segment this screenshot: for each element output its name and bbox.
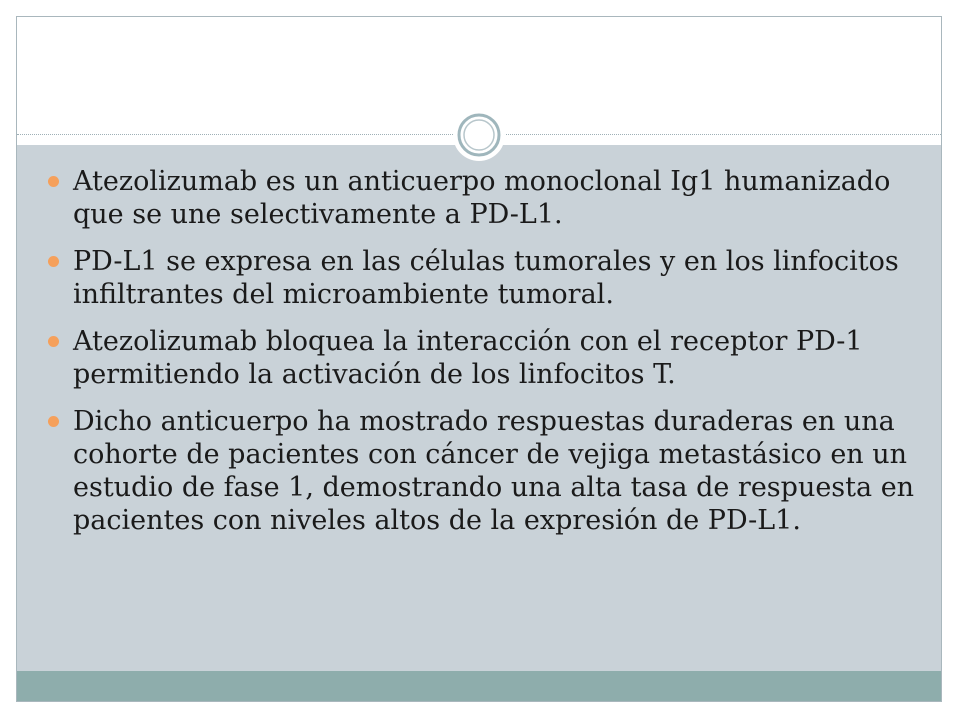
bullet-dot-icon [48,336,59,347]
bullet-list [41,165,921,551]
bullet-text: Dicho anticuerpo ha mostrado respuestas duraderas en una cohorte de pacientes con cáncer de vejiga metastásico en un estudio de fase 1, demostrando una alta tasa de respuesta en pacientes con niveles altos de la expresión de PD-L1. [73,406,915,536]
bullet-item [41,405,921,537]
bullet-dot-icon [48,176,59,187]
bullet-text: Atezolizumab es un anticuerpo monoclonal Ig1 humanizado que se une selectivamente a PD-L1. [73,166,891,230]
ring-ornament-icon [452,108,506,162]
bullet-text: Atezolizumab bloquea la interacción con el receptor PD-1 permitiendo la activación de los linfocitos T. [73,326,863,390]
bullet-item [41,325,921,391]
footer-band [17,671,941,702]
bullet-dot-icon [48,416,59,427]
slide [16,16,942,702]
bullet-item [41,245,921,311]
bullet-item [41,165,921,231]
bullet-text: PD-L1 se expresa en las células tumorales y en los linfocitos infiltrantes del microambiente tumoral. [73,246,899,310]
bullet-dot-icon [48,256,59,267]
